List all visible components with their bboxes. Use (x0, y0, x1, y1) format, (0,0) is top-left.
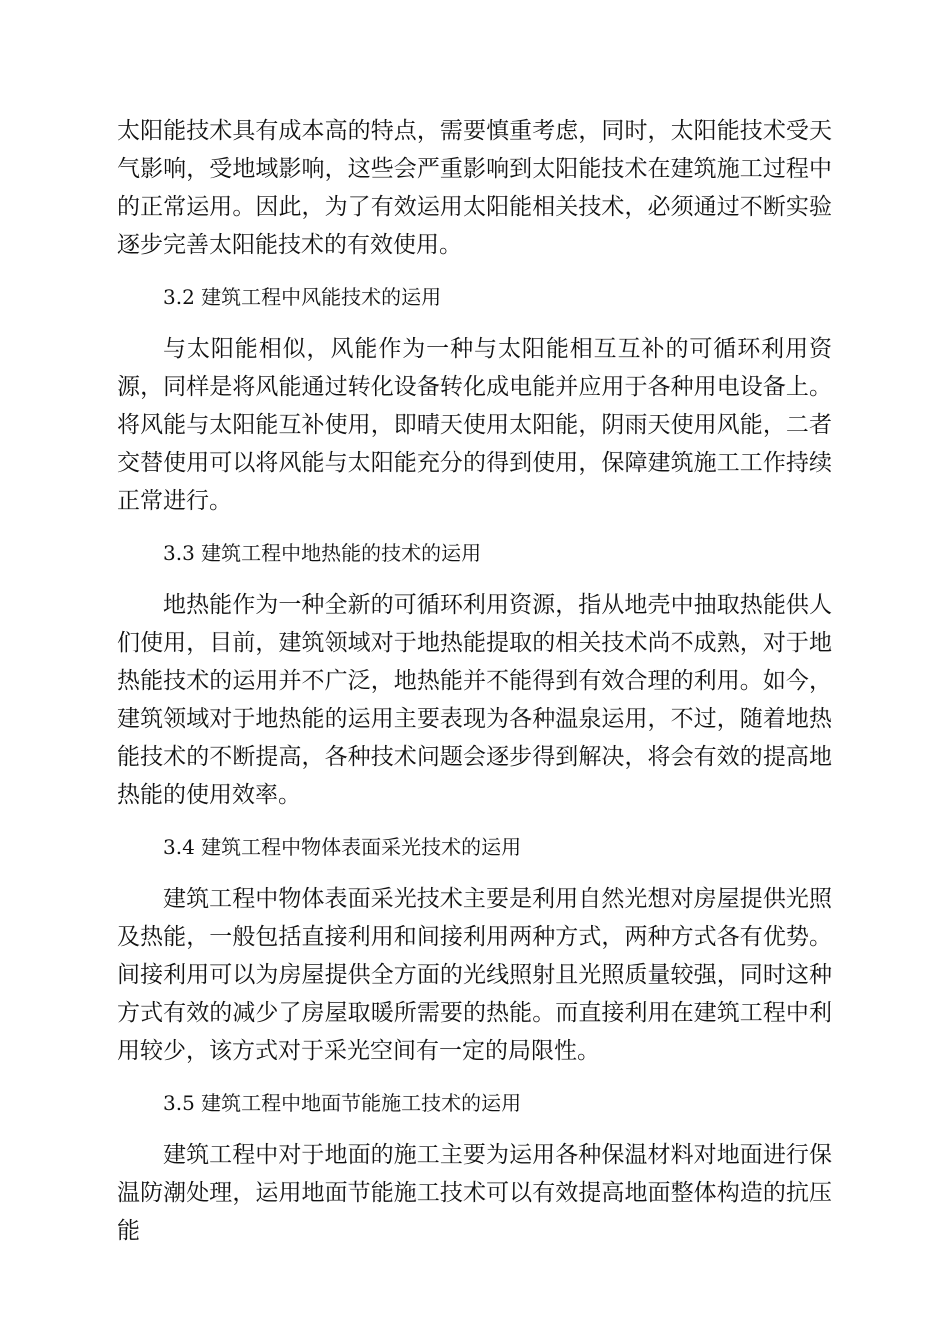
section-heading-3-2: 3.2 建筑工程中风能技术的运用 (163, 285, 442, 309)
paragraph-floor-insulation: 建筑工程中对于地面的施工主要为运用各种保温材料对地面进行保温防潮处理，运用地面节能施工技术可以有效提高地面整体构造的抗压能 (117, 1142, 832, 1244)
document-body (117, 112, 832, 1250)
paragraph-daylighting: 建筑工程中物体表面采光技术主要是利用自然光想对房屋提供光照及热能，一般包括直接利用和间接利用两种方式，两种方式各有优势。间接利用可以为房屋提供全方面的光线照射且光照质量较强，同时这种方式有效的减少了房屋取暖所需要的热能。而直接利用在建筑工程中利用较少，该方式对于采光空间有一定的局限性。 (117, 886, 832, 1064)
section-heading-3-3: 3.3 建筑工程中地热能的技术的运用 (163, 541, 482, 565)
section-heading-3-4: 3.4 建筑工程中物体表面采光技术的运用 (163, 835, 522, 859)
section-heading-3-5: 3.5 建筑工程中地面节能施工技术的运用 (163, 1091, 522, 1115)
paragraph-solar-cost: 太阳能技术具有成本高的特点，需要慎重考虑，同时，太阳能技术受天气影响，受地域影响，这些会严重影响到太阳能技术在建筑施工过程中的正常运用。因此，为了有效运用太阳能相关技术，必须通过不断实验逐步完善太阳能技术的有效使用。 (117, 118, 832, 258)
paragraph-geothermal: 地热能作为一种全新的可循环利用资源，指从地壳中抽取热能供人们使用，目前，建筑领域对于地热能提取的相关技术尚不成熟，对于地热能技术的运用并不广泛，地热能并不能得到有效合理的利用。如今，建筑领域对于地热能的运用主要表现为各种温泉运用，不过，随着地热能技术的不断提高，各种技术问题会逐步得到解决，将会有效的提高地热能的使用效率。 (117, 592, 832, 808)
paragraph-wind-energy: 与太阳能相似，风能作为一种与太阳能相互互补的可循环利用资源，同样是将风能通过转化设备转化成电能并应用于各种用电设备上。将风能与太阳能互补使用，即晴天使用太阳能，阴雨天使用风能，二者交替使用可以将风能与太阳能充分的得到使用，保障建筑施工工作持续正常进行。 (117, 336, 832, 514)
